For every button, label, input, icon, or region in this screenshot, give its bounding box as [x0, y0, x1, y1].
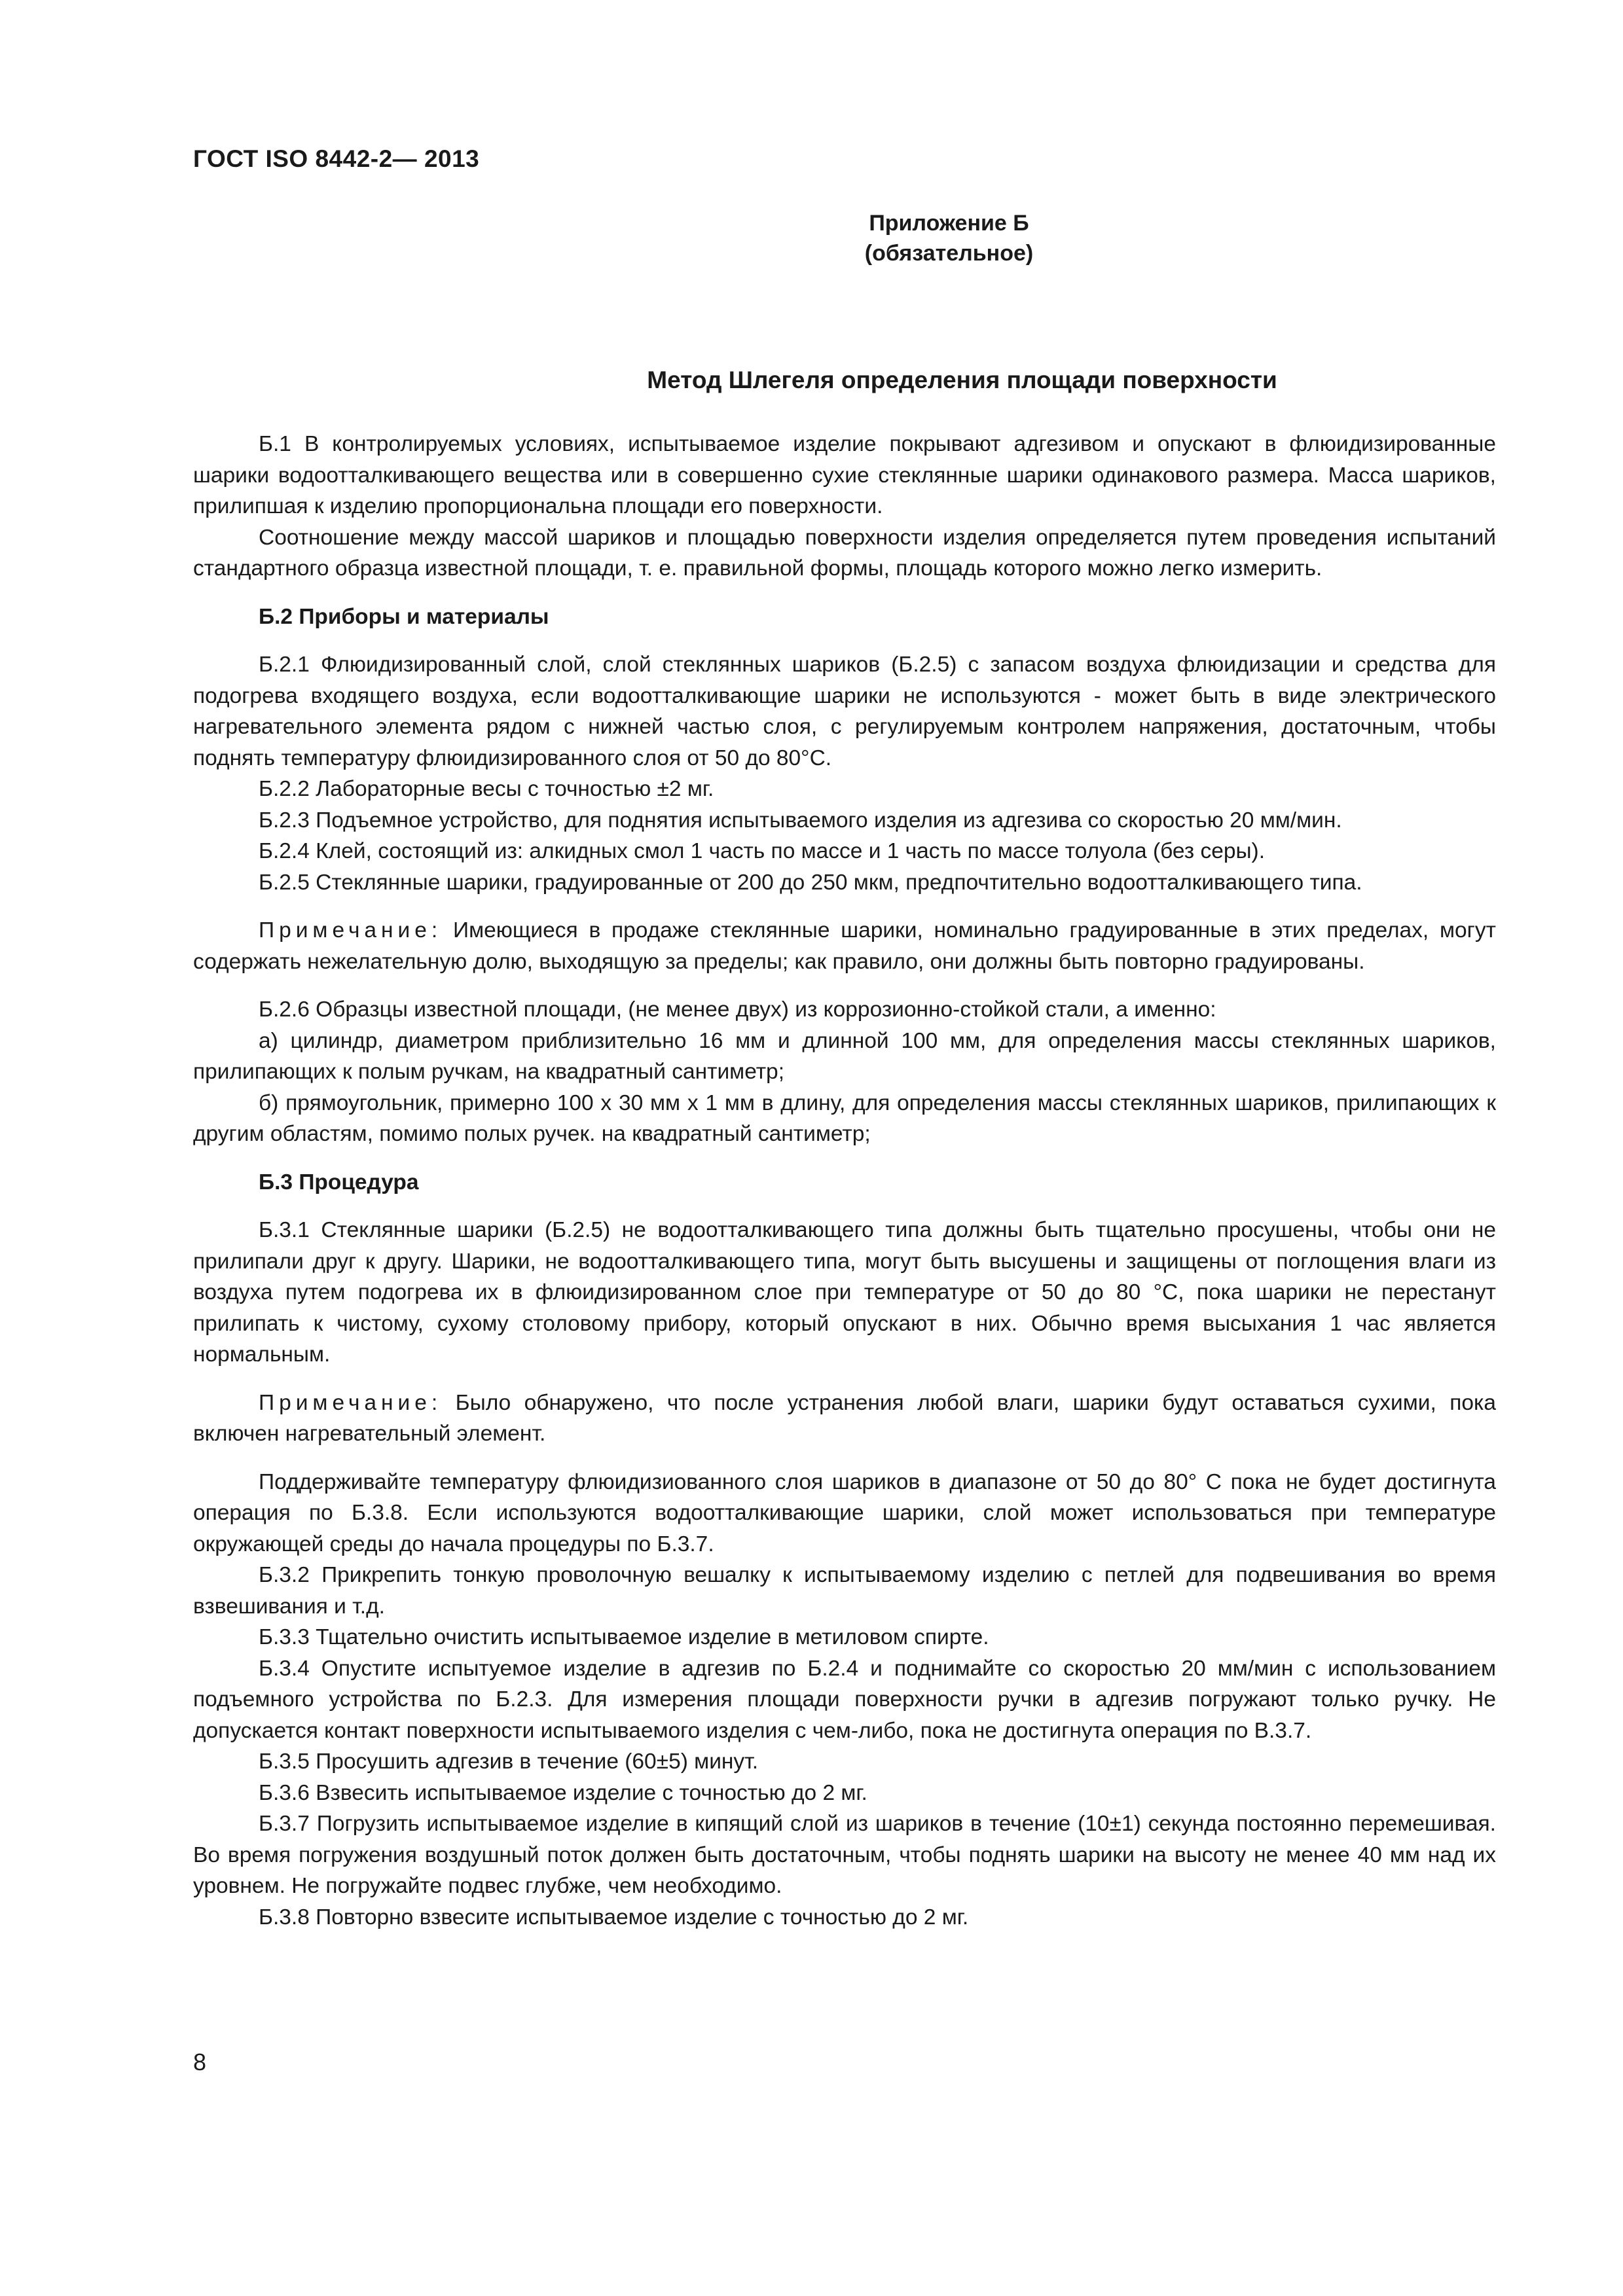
paragraph-b3-8: Б.3.8 Повторно взвесите испытываемое изделие с точностью до 2 мг. [259, 1905, 969, 1929]
annex-status [0, 238, 1623, 268]
paragraph-b3-6: Б.3.6 Взвесить испытываемое изделие с точностью до 2 мг. [259, 1780, 867, 1805]
paragraph-b3-2: Б.3.2 Прикрепить тонкую проволочную вешалку к испытываемому изделию с петлей для подвешивания во время взвешивания и т.д. [193, 1563, 1496, 1619]
section-heading-b3: Б.3 Процедура [259, 1170, 419, 1194]
paragraph-b3-1: Б.3.1 Стеклянные шарики (Б.2.5) не водоотталкивающего типа должны быть тщательно просушены, чтобы они не прилипали друг к другу. Шарики, не водоотталкивающего типа, могут быть высушены и защищены от поглощения влаги из воздуха путем подогрева их в флюидизированном слое при температуре от 50 до 80 °С, пока шарики не перестанут прилипать к чистому, сухому столовому прибору, который опускают в них. Обычно время высыхания 1 час является нормальным. [193, 1218, 1496, 1367]
paragraph-b3-maintain: Поддерживайте температуру флюидизиованного слоя шариков в диапазоне от 50 до 80° С пока не будет достигнута операция по Б.3.8. Если используются водоотталкивающие шарики, слой может использоваться при температуре окружающей среды до начала процедуры по Б.3.7. [193, 1469, 1496, 1556]
page-title [0, 367, 1623, 394]
paragraph-b2-2: Б.2.2 Лабораторные весы с точностью ±2 мг. [259, 777, 714, 801]
note-1 [193, 915, 1496, 977]
note-2-label: Примечание: [259, 1390, 443, 1415]
page-number: 8 [193, 2049, 207, 2075]
paragraph-b2-6a: а) цилиндр, диаметром приблизительно 16 мм и длинной 100 мм, для определения массы стеклянных шариков, прилипающих к полым ручкам, на квадратный сантиметр; [193, 1028, 1496, 1084]
annex-title [0, 208, 1623, 238]
paragraph-b2-5: Б.2.5 Стеклянные шарики, градуированные от 200 до 250 мкм, предпочтительно водоотталкивающего типа. [259, 870, 1362, 895]
paragraph-b2-3: Б.2.3 Подъемное устройство, для поднятия испытываемого изделия из адгезива со скоростью 20 мм/мин. [259, 808, 1342, 833]
paragraph-b2-1: Б.2.1 Флюидизированный слой, слой стеклянных шариков (Б.2.5) с запасом воздуха флюидизации и средства для подогрева входящего воздуха, если водоотталкивающие шарики не используются - может быть в виде электрического нагревательного элемента рядом с нижней частью слоя, с регулируемым контролем напряжения, достаточным, чтобы поднять температуру флюидизированного слоя от 50 до 80°С. [193, 653, 1496, 770]
paragraph-b3-3: Б.3.3 Тщательно очистить испытываемое изделие в метиловом спирте. [259, 1625, 989, 1649]
section-heading-b2: Б.2 Приборы и материалы [259, 604, 549, 629]
annex-title-text: Приложение Б [869, 211, 1029, 236]
paragraph-b3-7: Б.3.7 Погрузить испытываемое изделие в кипящий слой из шариков в течение (10±1) секунда постоянно перемешивая. Во время погружения воздушный поток должен быть достаточным, чтобы поднять шарики на высоту не менее 40 мм над их уровнем. Не погружайте подвес глубже, чем необходимо. [193, 1812, 1496, 1898]
note-1-text: Имеющиеся в продаже стеклянные шарики, номинально градуированные в этих пределах, могут содержать нежелательную долю, выходящую за пределы; как правило, они должны быть повторно градуированы. [193, 918, 1496, 974]
paragraph-b1: Б.1 В контролируемых условиях, испытываемое изделие покрывают адгезивом и опускают в флюидизированные шарики водоотталкивающего вещества или в совершенно сухие стеклянные шарики одинакового размера. Масса шариков, прилипшая к изделию пропорциональна площади его поверхности. [193, 432, 1496, 518]
note-2-text: Было обнаружено, что после устранения любой влаги, шарики будут оставаться сухими, пока включен нагревательный элемент. [193, 1390, 1496, 1446]
paragraph-b3-4: Б.3.4 Опустите испытуемое изделие в адгезив по Б.2.4 и поднимайте со скоростью 20 мм/мин с использованием подъемного устройства по Б.2.3. Для измерения площади поверхности ручки в адгезив погружают только ручку. Не допускается контакт поверхности испытываемого изделия с чем-либо, пока не достигнута операция по В.3.7. [193, 1656, 1496, 1743]
paragraph-b3-5: Б.3.5 Просушить адгезив в течение (60±5) минут. [259, 1749, 759, 1774]
note-2 [193, 1388, 1496, 1450]
paragraph-b2-6b: б) прямоугольник, примерно 100 х 30 мм х 1 мм в длину, для определения массы стеклянных шариков, прилипающих к другим областям, помимо полых ручек. на квадратный сантиметр; [193, 1090, 1496, 1146]
paragraph-b2-6: Б.2.6 Образцы известной площади, (не менее двух) из коррозионно-стойкой стали, а именно: [259, 997, 1216, 1022]
note-1-label: Примечание: [259, 918, 443, 942]
standard-designation: ГОСТ ISO 8442-2— 2013 [193, 145, 480, 172]
page-title-text: Метод Шлегеля определения площади поверхности [647, 367, 1277, 393]
document-body [193, 429, 1496, 1933]
paragraph-b1-relation: Соотношение между массой шариков и площадью поверхности изделия определяется путем проведения испытаний стандартного образца известной площади, т. е. правильной формы, площадь которого можно легко измерить. [193, 525, 1496, 581]
paragraph-b2-4: Б.2.4 Клей, состоящий из: алкидных смол 1 часть по массе и 1 часть по массе толуола (без серы). [259, 839, 1266, 863]
annex-status-text: (обязательное) [864, 241, 1034, 266]
